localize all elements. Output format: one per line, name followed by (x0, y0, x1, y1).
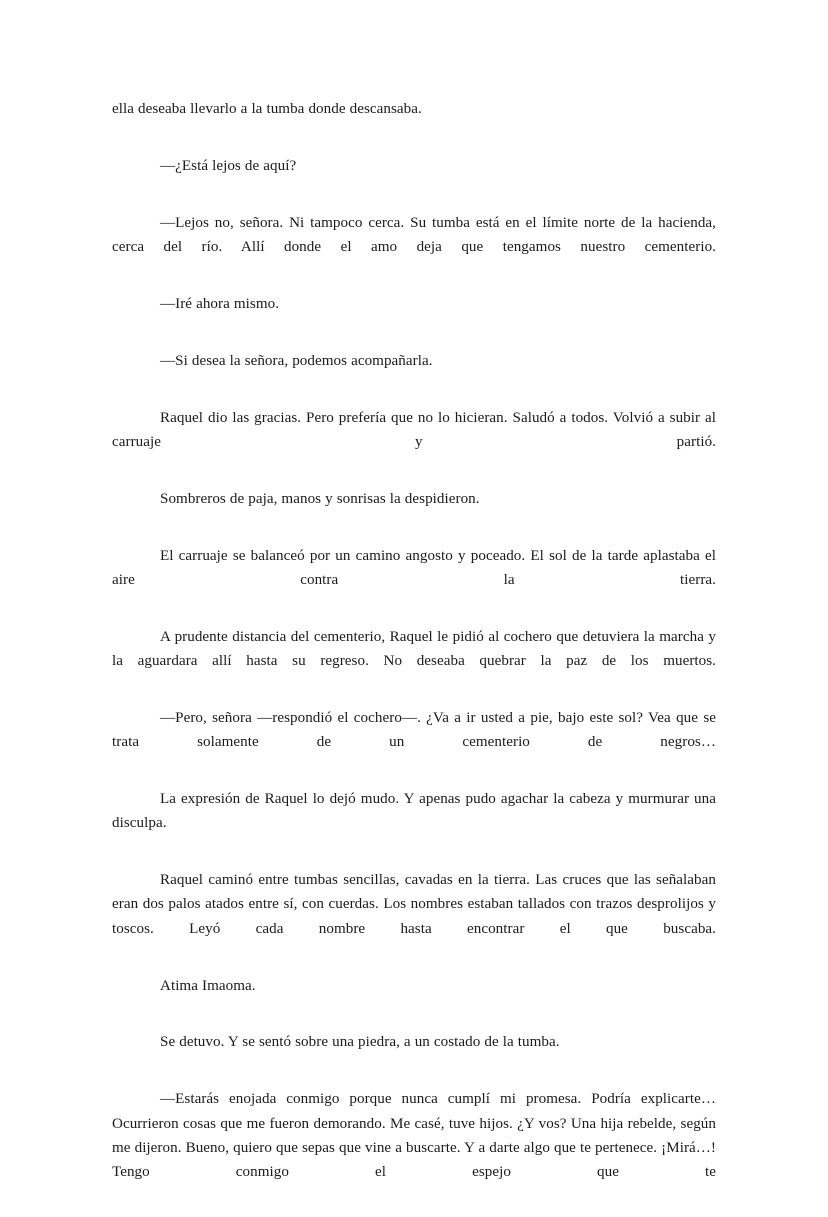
paragraph-a-prudente-distancia: A prudente distancia del cementerio, Raquel le pidió al cochero que detuviera la marcha y la aguardara allí hasta su regreso. No deseaba quebrar la paz de los muertos. (112, 628, 716, 670)
paragraph-dialogue-estaras-enojada: —Estarás enojada conmigo porque nunca cumplí mi promesa. Podría explicarte… Ocurrieron cosas que me fueron demorando. Me casé, tuve hijos. ¿Y vos? Una hija rebelde, según me dijeron. Bueno, quiero que sepas que vine a buscarte. Y a darte algo que te pertenece. ¡Mirá…! Tengo conmigo el espejo que te (112, 1091, 716, 1180)
paragraph-sombreros-de-paja: Sombreros de paja, manos y sonrisas la despidieron. (160, 490, 480, 507)
paragraph-dialogue-pero-senora: —Pero, señora —respondió el cochero—. ¿Va a ir usted a pie, bajo este sol? Vea que se trata solamente de un cementerio de negros… (112, 709, 716, 751)
paragraph-se-detuvo: Se detuvo. Y se sentó sobre una piedra, a un costado de la tumba. (160, 1034, 560, 1051)
paragraph-raquel-dio-las-gracias: Raquel dio las gracias. Pero prefería que no lo hicieran. Saludó a todos. Volvió a subir al carruaje y partió. (112, 409, 716, 450)
paragraph-dialogue-lejos-no: —Lejos no, señora. Ni tampoco cerca. Su tumba está en el límite norte de la hacienda, cerca del río. Allí donde el amo deja que tengamos nuestro cementerio. (112, 214, 716, 256)
paragraph-atima-imaoma: Atima Imaoma. (160, 977, 256, 994)
paragraph-continuation: ella deseaba llevarlo a la tumba donde descansaba. (112, 101, 422, 117)
paragraph-raquel-camino: Raquel caminó entre tumbas sencillas, cavadas en la tierra. Las cruces que las señalaban eran dos palos atados entre sí, con cuerdas. Los nombres estaban tallados con trazos desprolijos y toscos. Leyó cada nombre hasta encontrar el que buscaba. (112, 872, 716, 937)
paragraph-la-expresion: La expresión de Raquel lo dejó mudo. Y apenas pudo agachar la cabeza y murmurar una disculpa. (112, 791, 716, 832)
page-text-block (112, 97, 716, 1217)
paragraph-dialogue-esta-lejos: —¿Está lejos de aquí? (160, 157, 297, 174)
paragraph-dialogue-si-desea: —Si desea la señora, podemos acompañarla. (160, 352, 433, 369)
paragraph-el-carruaje: El carruaje se balanceó por un camino angosto y poceado. El sol de la tarde aplastaba el aire contra la tierra. (112, 547, 716, 588)
paragraph-dialogue-ire-ahora: —Iré ahora mismo. (160, 295, 280, 312)
